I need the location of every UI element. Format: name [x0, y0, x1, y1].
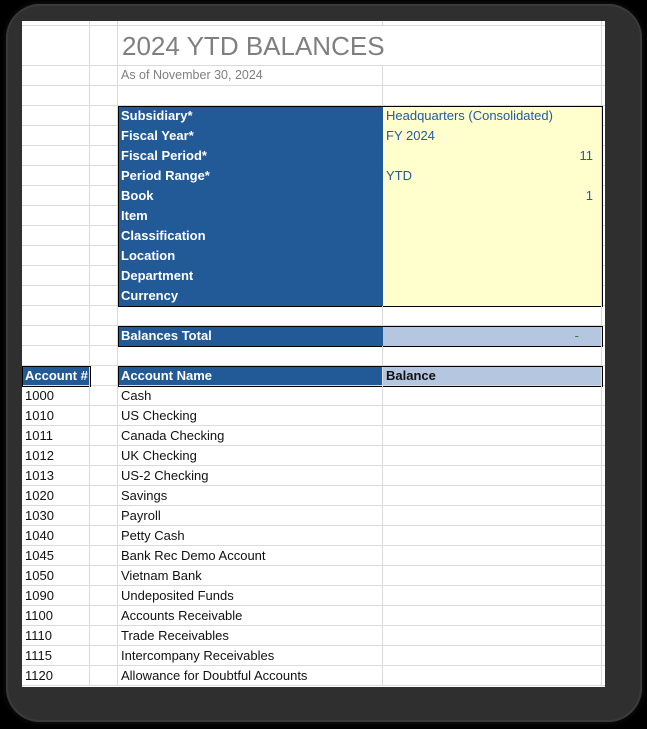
parameter-value-input[interactable] — [383, 246, 602, 266]
cell[interactable] — [22, 326, 90, 346]
cell[interactable] — [602, 166, 605, 186]
account-name-cell[interactable]: Undeposited Funds — [118, 586, 383, 606]
balances-total-row — [22, 326, 605, 346]
cell[interactable] — [90, 66, 118, 86]
account-name-cell[interactable]: Vietnam Bank — [118, 566, 383, 586]
parameter-value-input[interactable]: 1 — [383, 186, 602, 206]
cell[interactable] — [602, 266, 605, 286]
cell[interactable] — [90, 666, 118, 686]
blank-row — [22, 86, 605, 106]
account-name-cell[interactable]: Bank Rec Demo Account — [118, 546, 383, 566]
cell[interactable] — [602, 406, 605, 426]
account-number-cell[interactable]: 1050 — [22, 566, 90, 586]
cell[interactable] — [90, 586, 118, 606]
parameter-label: Location — [118, 246, 383, 266]
parameter-row — [22, 266, 605, 286]
balance-cell[interactable] — [383, 446, 602, 466]
cell[interactable] — [602, 626, 605, 646]
cell[interactable] — [90, 146, 118, 166]
account-name-cell[interactable]: Savings — [118, 486, 383, 506]
cell[interactable] — [90, 606, 118, 626]
cell[interactable] — [602, 666, 605, 686]
cell[interactable] — [90, 286, 118, 306]
page-title[interactable]: 2024 YTD BALANCES — [118, 26, 602, 66]
parameter-label: Book — [118, 186, 383, 206]
cell[interactable] — [90, 406, 118, 426]
cell[interactable] — [118, 86, 383, 106]
parameter-label: Classification — [118, 226, 383, 246]
balance-cell[interactable] — [383, 406, 602, 426]
blank-row — [22, 306, 605, 326]
cell[interactable] — [602, 106, 605, 126]
cell[interactable] — [90, 426, 118, 446]
table-row — [22, 466, 605, 486]
cell[interactable] — [90, 306, 118, 326]
cell[interactable] — [90, 266, 118, 286]
cell[interactable] — [602, 26, 605, 66]
parameter-row — [22, 246, 605, 266]
cell[interactable] — [90, 246, 118, 266]
account-name-cell[interactable]: UK Checking — [118, 446, 383, 466]
cell[interactable] — [602, 186, 605, 206]
cell[interactable] — [602, 546, 605, 566]
parameter-label: Subsidiary* — [118, 106, 383, 126]
account-name-cell[interactable]: Payroll — [118, 506, 383, 526]
parameter-value-input[interactable] — [383, 226, 602, 246]
cell[interactable] — [602, 566, 605, 586]
account-number-cell[interactable]: 1100 — [22, 606, 90, 626]
parameter-value-input[interactable]: Headquarters (Consolidated) — [383, 106, 602, 126]
cell[interactable] — [90, 106, 118, 126]
parameter-label: Department — [118, 266, 383, 286]
cell[interactable] — [602, 66, 605, 86]
table-row — [22, 586, 605, 606]
parameter-row — [22, 126, 605, 146]
cell[interactable] — [90, 186, 118, 206]
balance-cell[interactable] — [383, 466, 602, 486]
table-row — [22, 426, 605, 446]
cell[interactable] — [22, 126, 90, 146]
parameter-row — [22, 146, 605, 166]
account-name-cell[interactable]: US-2 Checking — [118, 466, 383, 486]
table-row — [22, 386, 605, 406]
cell[interactable] — [602, 286, 605, 306]
parameter-row — [22, 206, 605, 226]
cell[interactable] — [90, 326, 118, 346]
account-number-cell[interactable]: 1030 — [22, 506, 90, 526]
cell[interactable] — [602, 466, 605, 486]
account-name-cell[interactable]: US Checking — [118, 406, 383, 426]
cell[interactable] — [90, 626, 118, 646]
cell[interactable] — [383, 86, 602, 106]
balance-cell[interactable] — [383, 506, 602, 526]
parameter-row — [22, 186, 605, 206]
parameter-row — [22, 226, 605, 246]
cell[interactable] — [602, 646, 605, 666]
cell[interactable] — [90, 486, 118, 506]
parameter-value-input[interactable]: 11 — [383, 146, 602, 166]
cell[interactable] — [22, 346, 90, 366]
parameter-value-input[interactable] — [383, 286, 602, 306]
cell[interactable] — [22, 306, 90, 326]
cell[interactable] — [383, 346, 602, 366]
parameter-label: Fiscal Period* — [118, 146, 383, 166]
cell[interactable] — [602, 226, 605, 246]
parameter-row — [22, 166, 605, 186]
cell[interactable] — [90, 366, 118, 386]
cell[interactable] — [90, 126, 118, 146]
table-row — [22, 406, 605, 426]
parameter-label: Currency — [118, 286, 383, 306]
cell[interactable] — [118, 306, 383, 326]
parameter-value-input[interactable]: FY 2024 — [383, 126, 602, 146]
cell[interactable] — [22, 86, 90, 106]
cell[interactable] — [602, 366, 605, 386]
balances-total-value[interactable]: - — [383, 326, 602, 346]
account-name-cell[interactable]: Petty Cash — [118, 526, 383, 546]
cell[interactable] — [602, 326, 605, 346]
cell[interactable] — [602, 586, 605, 606]
table-row — [22, 486, 605, 506]
cell[interactable] — [90, 386, 118, 406]
parameter-label: Fiscal Year* — [118, 126, 383, 146]
account-number-cell[interactable]: 1045 — [22, 546, 90, 566]
cell[interactable] — [602, 386, 605, 406]
account-number-cell[interactable]: 1115 — [22, 646, 90, 666]
account-number-cell[interactable]: 1110 — [22, 626, 90, 646]
cell[interactable] — [90, 506, 118, 526]
cell[interactable] — [602, 606, 605, 626]
cell[interactable] — [90, 646, 118, 666]
cell[interactable] — [90, 166, 118, 186]
table-row — [22, 566, 605, 586]
cell[interactable] — [90, 466, 118, 486]
parameter-value-input[interactable] — [383, 206, 602, 226]
balance-cell[interactable] — [383, 526, 602, 546]
cell[interactable] — [383, 66, 602, 86]
cell[interactable] — [90, 346, 118, 366]
account-number-cell[interactable]: 1000 — [22, 386, 90, 406]
cell[interactable] — [602, 346, 605, 366]
parameter-label: Period Range* — [118, 166, 383, 186]
table-row — [22, 506, 605, 526]
cell[interactable] — [22, 66, 90, 86]
table-row — [22, 646, 605, 666]
column-header-account-name[interactable]: Account Name — [118, 366, 383, 386]
spreadsheet-grid[interactable] — [22, 21, 605, 687]
cell[interactable] — [90, 226, 118, 246]
cell[interactable] — [602, 126, 605, 146]
cell[interactable] — [22, 186, 90, 206]
balance-cell[interactable] — [383, 606, 602, 626]
balance-cell[interactable] — [383, 566, 602, 586]
cell[interactable] — [22, 166, 90, 186]
cell[interactable] — [22, 146, 90, 166]
table-row — [22, 446, 605, 466]
cell[interactable] — [602, 246, 605, 266]
table-row — [22, 666, 605, 686]
table-row — [22, 526, 605, 546]
cell[interactable] — [118, 346, 383, 366]
account-number-cell[interactable]: 1013 — [22, 466, 90, 486]
account-name-cell[interactable]: Canada Checking — [118, 426, 383, 446]
account-number-cell[interactable]: 1012 — [22, 446, 90, 466]
parameter-row — [22, 106, 605, 126]
account-number-cell[interactable]: 1010 — [22, 406, 90, 426]
cell[interactable] — [22, 286, 90, 306]
cell[interactable] — [22, 106, 90, 126]
cell[interactable] — [602, 306, 605, 326]
cell[interactable] — [90, 566, 118, 586]
balance-cell[interactable] — [383, 486, 602, 506]
column-header-account-number[interactable]: Account # — [22, 366, 90, 386]
cell[interactable] — [22, 266, 90, 286]
column-header-balance[interactable]: Balance — [383, 366, 602, 386]
account-name-cell[interactable]: Cash — [118, 386, 383, 406]
cell[interactable] — [602, 206, 605, 226]
cell[interactable] — [90, 206, 118, 226]
cell[interactable] — [602, 146, 605, 166]
parameter-value-input[interactable] — [383, 266, 602, 286]
balance-cell[interactable] — [383, 426, 602, 446]
account-number-cell[interactable]: 1090 — [22, 586, 90, 606]
title-row — [22, 26, 605, 66]
account-name-cell[interactable]: Intercompany Receivables — [118, 646, 383, 666]
account-number-cell[interactable]: 1120 — [22, 666, 90, 686]
account-number-cell[interactable]: 1011 — [22, 426, 90, 446]
account-number-cell[interactable]: 1040 — [22, 526, 90, 546]
blank-row — [22, 346, 605, 366]
cell[interactable] — [383, 306, 602, 326]
table-row — [22, 546, 605, 566]
balances-total-label[interactable]: Balances Total — [118, 326, 383, 346]
subtitle-row — [22, 66, 605, 86]
cell[interactable] — [90, 446, 118, 466]
balance-cell[interactable] — [383, 386, 602, 406]
table-row — [22, 606, 605, 626]
account-number-cell[interactable]: 1020 — [22, 486, 90, 506]
cell[interactable] — [22, 226, 90, 246]
account-name-cell[interactable]: Allowance for Doubtful Accounts — [118, 666, 383, 686]
cell[interactable] — [22, 246, 90, 266]
parameter-label: Item — [118, 206, 383, 226]
parameter-value-input[interactable]: YTD — [383, 166, 602, 186]
balance-cell[interactable] — [383, 626, 602, 646]
cell[interactable] — [90, 546, 118, 566]
balance-cell[interactable] — [383, 646, 602, 666]
cell[interactable] — [90, 86, 118, 106]
cell[interactable] — [90, 526, 118, 546]
cell[interactable] — [22, 26, 90, 66]
cell[interactable] — [602, 486, 605, 506]
balance-cell[interactable] — [383, 666, 602, 686]
table-header-row — [22, 366, 605, 386]
cell[interactable] — [22, 206, 90, 226]
cell[interactable] — [602, 446, 605, 466]
cell[interactable] — [602, 426, 605, 446]
cell[interactable] — [602, 86, 605, 106]
cell[interactable] — [602, 506, 605, 526]
account-name-cell[interactable]: Trade Receivables — [118, 626, 383, 646]
balance-cell[interactable] — [383, 546, 602, 566]
cell[interactable] — [602, 526, 605, 546]
balance-cell[interactable] — [383, 586, 602, 606]
table-row — [22, 626, 605, 646]
parameter-row — [22, 286, 605, 306]
account-name-cell[interactable]: Accounts Receivable — [118, 606, 383, 626]
as-of-date[interactable]: As of November 30, 2024 — [118, 66, 383, 86]
cell[interactable] — [90, 26, 118, 66]
